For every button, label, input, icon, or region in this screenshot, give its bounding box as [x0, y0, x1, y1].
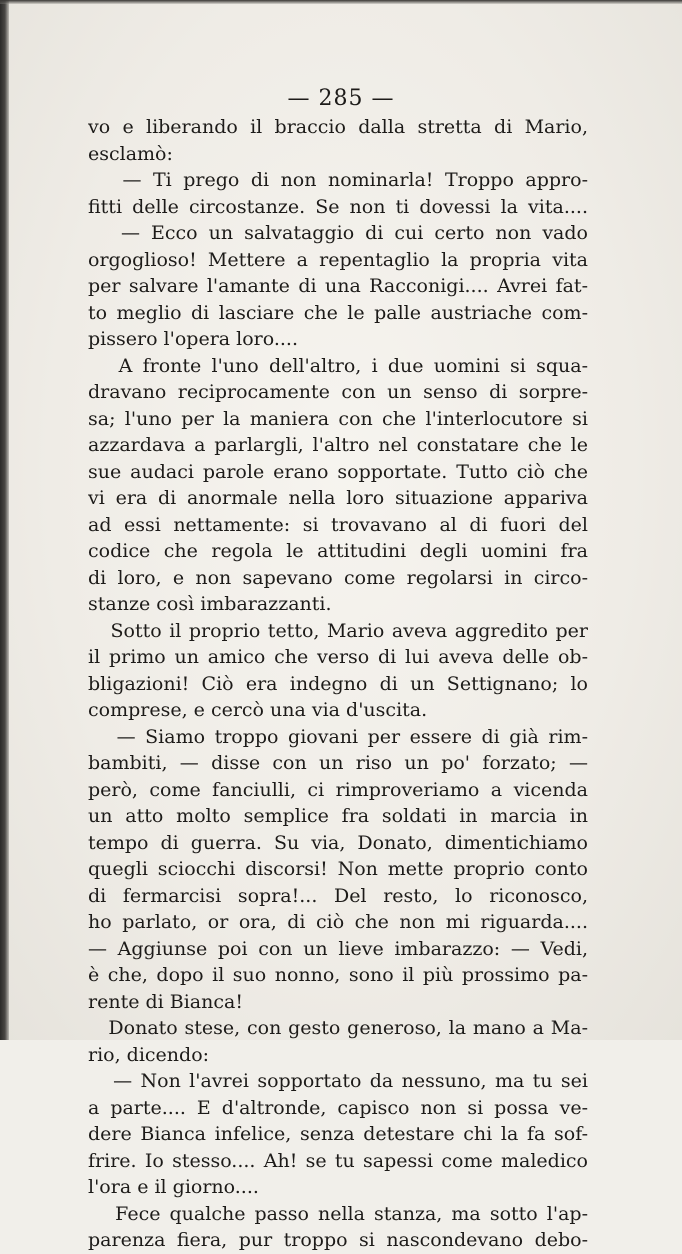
text-line: — Siamo troppo giovani per essere di già rim- — [88, 725, 588, 748]
body-text — [88, 114, 588, 1254]
text-line: bligazioni! Ciò era indegno di un Settignano; lo — [88, 672, 588, 695]
text-line: sa; l'uno per la maniera con che l'interlocutore si — [88, 407, 588, 430]
text-line: pissero l'opera loro.... — [88, 328, 299, 350]
text-line: fitti delle circostanze. Se non ti dovessi la vita.... — [88, 195, 588, 218]
text-line: ho parlato, or ora, di ciò che non mi riguarda.... — [88, 911, 588, 933]
text-line: — Ecco un salvataggio di cui certo non vado — [88, 222, 588, 244]
text-line: ad essi nettamente: si trovavano al di fuori del — [88, 513, 588, 536]
text-line: Sotto il proprio tetto, Mario aveva aggredito per — [88, 619, 588, 642]
text-line: comprese, e cercò una via d'uscita. — [88, 699, 428, 721]
text-line: l'ora e il giorno.... — [88, 1176, 259, 1198]
text-line: codice che regola le attitudini degli uomini fra — [88, 540, 588, 562]
text-line: parenza fiera, pur troppo si nascondevano debo- — [88, 1229, 588, 1251]
text-line: stanze così imbarazzanti. — [88, 593, 332, 615]
text-line: rio, dicendo: — [88, 1043, 210, 1066]
text-line: to meglio di lasciare che le palle austriache com- — [88, 301, 588, 324]
text-line: vi era di anormale nella loro situazione appariva — [88, 487, 588, 509]
text-line: di loro, e non sapevano come regolarsi in circo- — [88, 566, 588, 589]
text-line: bambiti, — disse con un riso un po' forzato; — — [88, 752, 588, 774]
text-line: esclamò: — [88, 142, 173, 165]
text-line: tempo di guerra. Su via, Donato, dimentichiamo — [88, 831, 588, 854]
text-line: — Aggiunse poi con un lieve imbarazzo: — Vedi, — [88, 937, 588, 960]
text-line: — Ti prego di non nominarla! Troppo appro- — [88, 169, 588, 191]
text-line: dere Bianca infelice, senza detestare chi la fa sof- — [88, 1123, 588, 1145]
text-line: orgoglioso! Mettere a repentaglio la propria vita — [88, 248, 588, 271]
page-number: — 285 — — [287, 86, 395, 111]
text-line: di fermarcisi sopra!... Del resto, lo riconosco, — [88, 884, 588, 907]
text-line: per salvare l'amante di una Racconigi.... Avrei fat- — [88, 275, 588, 297]
text-line: Fece qualche passo nella stanza, ma sotto l'ap- — [88, 1202, 588, 1225]
text-line: il primo un amico che verso di lui aveva delle ob- — [88, 646, 588, 668]
text-line: — Non l'avrei sopportato da nessuno, ma tu sei — [88, 1070, 588, 1092]
text-line: vo e liberando il braccio dalla stretta di Mario, — [88, 116, 588, 138]
text-line: dravano reciprocamente con un senso di sorpre- — [88, 381, 588, 403]
text-line: rente di Bianca! — [88, 990, 243, 1013]
text-line: quegli sciocchi discorsi! Non mette proprio conto — [88, 858, 588, 880]
text-line: A fronte l'uno dell'altro, i due uomini si squa- — [88, 354, 588, 377]
text-line: è che, dopo il suo nonno, sono il più prossimo pa- — [88, 964, 588, 986]
text-line: a parte.... E d'altronde, capisco non si possa ve- — [88, 1096, 588, 1119]
text-line: azzardava a parlargli, l'altro nel constatare che le — [88, 434, 588, 456]
text-line: sue audaci parole erano sopportate. Tutto ciò che — [88, 460, 588, 483]
text-line: Donato stese, con gesto generoso, la mano a Ma- — [88, 1017, 588, 1039]
top-edge — [0, 0, 682, 4]
text-line: frire. Io stesso.... Ah! se tu sapessi come maledico — [88, 1149, 588, 1172]
text-line: però, come fanciulli, ci rimproveriamo a vicenda — [88, 778, 588, 801]
binding-edge — [0, 0, 9, 1040]
text-line: un atto molto semplice fra soldati in marcia in — [88, 805, 588, 827]
